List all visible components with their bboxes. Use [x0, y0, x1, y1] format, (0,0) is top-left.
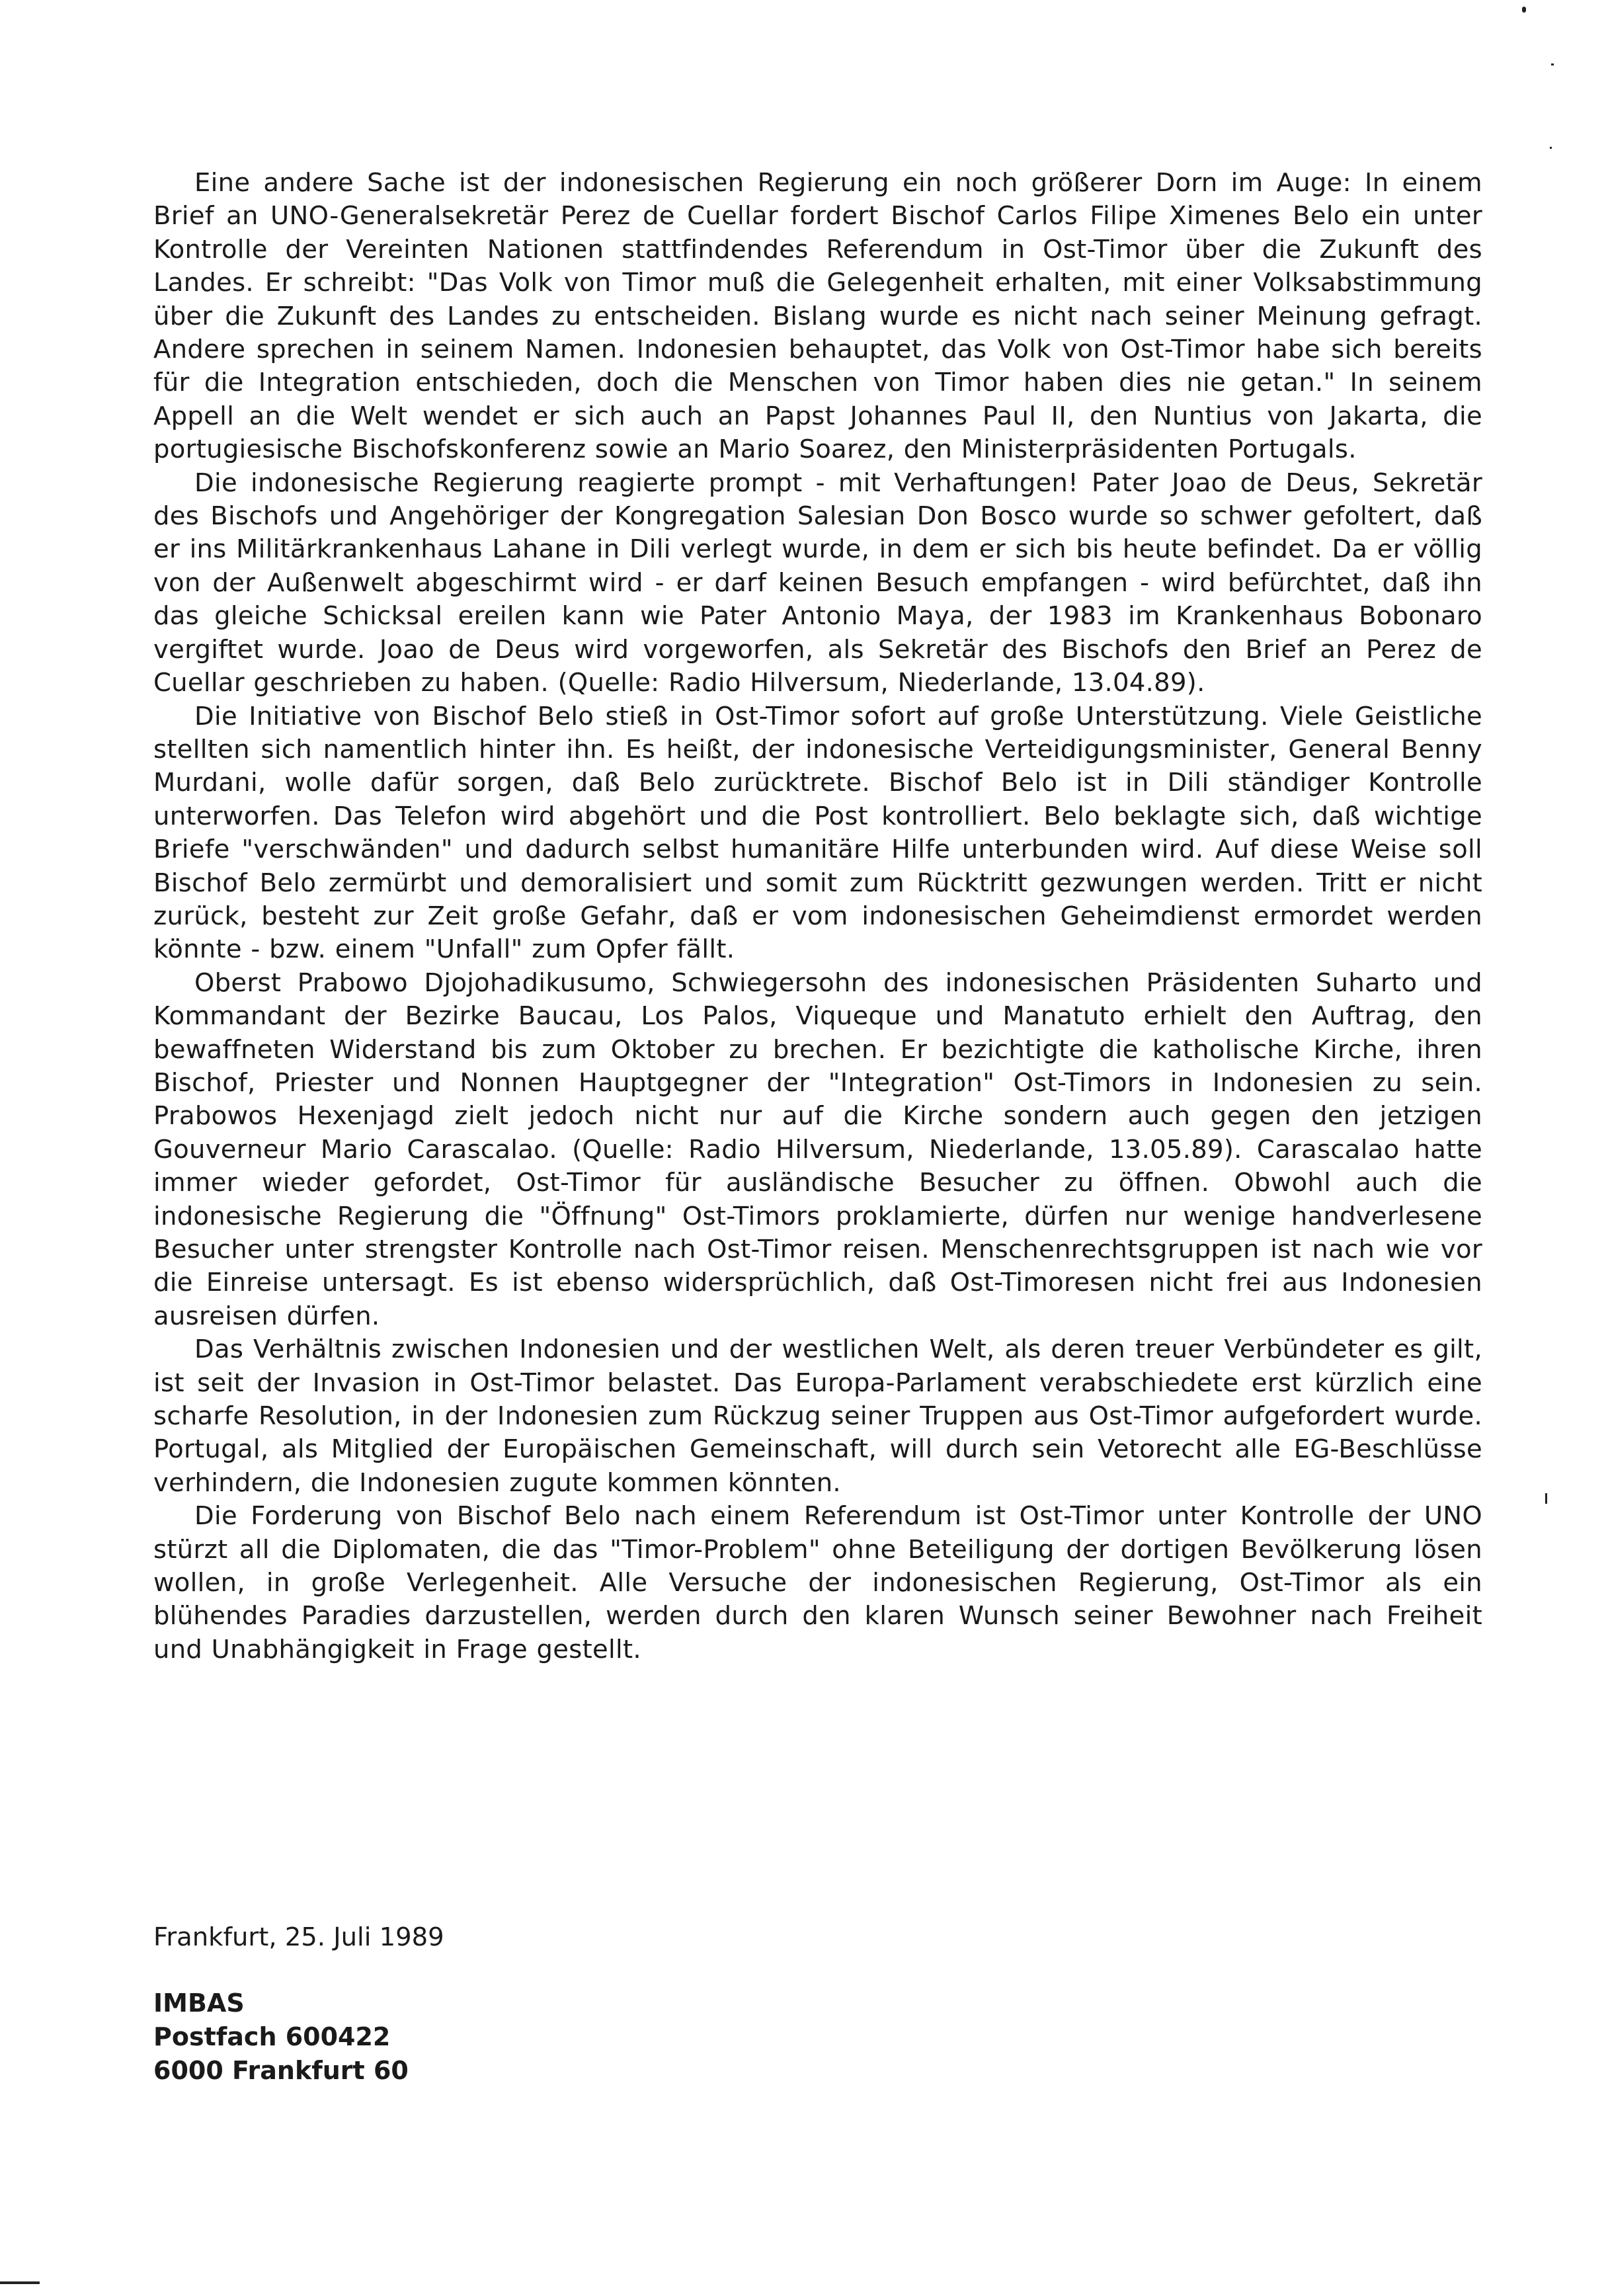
sender-address: [153, 1987, 409, 2088]
scan-speck: [1545, 1493, 1547, 1504]
paragraph: Oberst Prabowo Djojohadikusumo, Schwiegersohn des indonesischen Präsidenten Suharto und Kommandant der Bezirke Baucau, Los Palos, Viqueque und Manatuto erhielt den Auftrag, den bewaffneten Widerstand bis zum Oktober zu brechen. Er bezichtigte die katholische Kirche, ihren Bischof, Priester und Nonnen Hauptgegner der "Integration" Ost-Timors in Indonesien zu sein. Prabowos Hexenjagd zielt jedoch nicht nur auf die Kirche sondern auch gegen den jetzigen Gouverneur Mario Carascalao. (Quelle: Radio Hilversum, Niederlande, 13.05.89). Carascalao hatte immer wieder gefordet, Ost-Timor für ausländische Besucher zu öffnen. Obwohl auch die indonesische Regierung die "Öffnung" Ost-Timors proklamierte, dürfen nur wenige handverlesene Besucher unter strengster Kontrolle nach Ost-Timor reisen. Menschenrechtsgruppen ist nach wie vor die Einreise untersagt. Es ist ebenso widersprüchlich, daß Ost-Timoresen nicht frei aus Indonesien ausreisen dürfen.: [153, 967, 1482, 1331]
dateline: Frankfurt, 25. Juli 1989: [153, 1922, 444, 1952]
address-postbox: Postfach 600422: [153, 2022, 391, 2051]
address-organization: IMBAS: [153, 1988, 245, 2018]
paragraph: Das Verhältnis zwischen Indonesien und der westlichen Welt, als deren treuer Verbündeter es gilt, ist seit der Invasion in Ost-Timor belastet. Das Europa-Parlament verabschiedete erst kürzlich eine scharfe Resolution, in der Indonesien zum Rückzug seiner Truppen aus Ost-Timor aufgefordert wurde. Portugal, als Mitglied der Europäischen Gemeinschaft, will durch sein Vetorecht alle EG-Beschlüsse verhindern, die Indonesien zugute kommen könnten.: [153, 1334, 1482, 1498]
paragraph: Die indonesische Regierung reagierte prompt - mit Verhaftungen! Pater Joao de Deus, Sekretär des Bischofs und Angehöriger der Kongregation Salesian Don Bosco wurde so schwer gefoltert, daß er ins Militärkrankenhaus Lahane in Dili verlegt wurde, in dem er sich bis heute befindet. Da er völlig von der Außenwelt abgeschirmt wird - er darf keinen Besuch empfangen - wird befürchtet, daß ihn das gleiche Schicksal ereilen kann wie Pater Antonio Maya, der 1983 im Krankenhaus Bobonaro vergiftet wurde. Joao de Deus wird vorgeworfen, als Sekretär des Bischofs den Brief an Perez de Cuellar geschrieben zu haben. (Quelle: Radio Hilversum, Niederlande, 13.04.89).: [153, 468, 1482, 698]
paragraph: Eine andere Sache ist der indonesischen Regierung ein noch größerer Dorn im Auge: In einem Brief an UNO-Generalsekretär Perez de Cuellar fordert Bischof Carlos Filipe Ximenes Belo ein unter Kontrolle der Vereinten Nationen stattfindendes Referendum in Ost-Timor über die Zukunft des Landes. Er schreibt: "Das Volk von Timor muß die Gelegenheit erhalten, mit einer Volksabstimmung über die Zukunft des Landes zu entscheiden. Bislang wurde es nicht nach seiner Meinung gefragt. Andere sprechen in seinem Namen. Indonesien behauptet, das Volk von Ost-Timor habe sich bereits für die Integration entschieden, doch die Menschen von Timor haben dies nie getan." In seinem Appell an die Welt wendet er sich auch an Papst Johannes Paul II, den Nuntius von Jakarta, die portugiesische Bischofskonferenz sowie an Mario Soarez, den Ministerpräsidenten Portugals.: [153, 168, 1482, 465]
paragraph: Die Forderung von Bischof Belo nach einem Referendum ist Ost-Timor unter Kontrolle der UNO stürzt all die Diplomaten, die das "Timor-Problem" ohne Beteiligung der dortigen Bevölkerung lösen wollen, in große Verlegenheit. Alle Versuche der indonesischen Regierung, Ost-Timor als ein blühendes Paradies darzustellen, werden durch den klaren Wunsch seiner Bewohner nach Freiheit und Unabhängigkeit in Frage gestellt.: [153, 1501, 1482, 1664]
scan-speck: [1551, 63, 1554, 65]
scan-speck: [1522, 7, 1526, 13]
scan-speck: [1550, 147, 1552, 149]
scan-speck: [0, 2281, 40, 2284]
article-body: [153, 167, 1482, 1666]
address-city: 6000 Frankfurt 60: [153, 2056, 409, 2085]
paragraph: Die Initiative von Bischof Belo stieß in Ost-Timor sofort auf große Unterstützung. Viele Geistliche stellten sich namentlich hinter ihn. Es heißt, der indonesische Verteidigungsminister, General Benny Murdani, wolle dafür sorgen, daß Belo zurücktrete. Bischof Belo ist in Dili ständiger Kontrolle unterworfen. Das Telefon wird abgehört und die Post kontrolliert. Belo beklagte sich, daß wichtige Briefe "verschwänden" und dadurch selbst humanitäre Hilfe unterbunden wird. Auf diese Weise soll Bischof Belo zermürbt und demoralisiert und somit zum Rücktritt gezwungen werden. Tritt er nicht zurück, besteht zur Zeit große Gefahr, daß er vom indonesischen Geheimdienst ermordet werden könnte - bzw. einem "Unfall" zum Opfer fällt.: [153, 701, 1482, 965]
